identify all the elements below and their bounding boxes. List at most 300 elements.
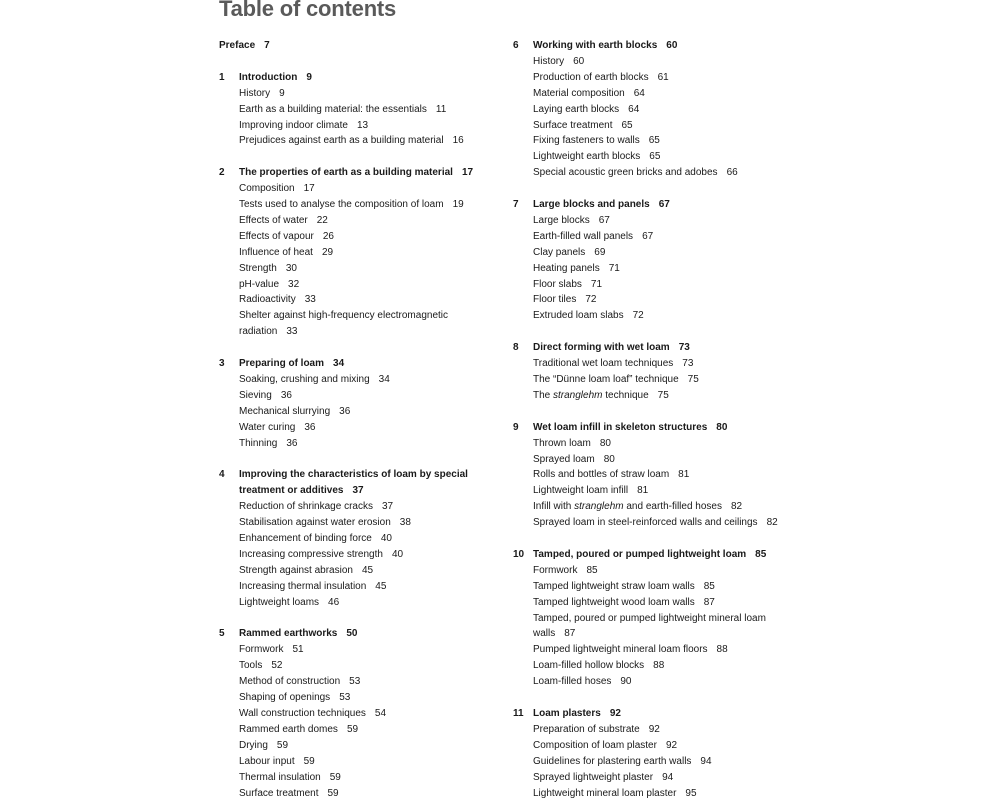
section-title: Tamped lightweight wood loam walls bbox=[533, 597, 695, 608]
section-page-number: 82 bbox=[767, 517, 778, 528]
section-title: Improving indoor climate bbox=[239, 120, 348, 131]
toc-section-entry[interactable] bbox=[239, 706, 499, 722]
toc-right-column bbox=[513, 38, 793, 801]
chapter-heading[interactable] bbox=[219, 626, 499, 642]
section-title: Heating panels bbox=[533, 263, 600, 274]
section-title: Method of construction bbox=[239, 676, 340, 687]
section-title: Strength bbox=[239, 263, 277, 274]
section-page-number: 59 bbox=[330, 772, 341, 783]
toc-section-entry[interactable] bbox=[533, 229, 793, 245]
section-title: Sprayed loam bbox=[533, 454, 595, 465]
toc-section-entry[interactable] bbox=[533, 70, 793, 86]
chapter-number: 2 bbox=[219, 165, 239, 181]
toc-section-entry[interactable] bbox=[533, 563, 793, 579]
toc-section-entry[interactable] bbox=[533, 499, 793, 515]
toc-section-entry[interactable] bbox=[239, 642, 499, 658]
section-page-number: 82 bbox=[731, 501, 742, 512]
toc-section-entry[interactable] bbox=[533, 133, 793, 149]
section-title: Increasing thermal insulation bbox=[239, 581, 366, 592]
section-title: Lightweight loam infill bbox=[533, 485, 628, 496]
toc-chapter bbox=[219, 70, 499, 150]
toc-chapter bbox=[219, 356, 499, 451]
section-title: Water curing bbox=[239, 422, 295, 433]
toc-section-entry[interactable] bbox=[239, 245, 499, 261]
toc-section-entry[interactable] bbox=[239, 420, 499, 436]
toc-section-entry[interactable] bbox=[533, 261, 793, 277]
chapter-number: 1 bbox=[219, 70, 239, 86]
chapter-title: Preparing of loam bbox=[239, 358, 324, 369]
section-page-number: 36 bbox=[304, 422, 315, 433]
section-page-number: 45 bbox=[375, 581, 386, 592]
toc-section-entry[interactable] bbox=[239, 674, 499, 690]
chapter-heading[interactable] bbox=[219, 165, 499, 181]
section-title: Traditional wet loam techniques bbox=[533, 358, 673, 369]
section-title: Effects of vapour bbox=[239, 231, 314, 242]
section-title: Tools bbox=[239, 660, 262, 671]
section-page-number: 51 bbox=[292, 644, 303, 655]
chapter-title-line bbox=[239, 70, 499, 86]
section-page-number: 80 bbox=[600, 438, 611, 449]
toc-section-entry[interactable] bbox=[533, 165, 793, 181]
chapter-page-number: 85 bbox=[755, 549, 766, 560]
toc-section-entry[interactable] bbox=[533, 372, 793, 388]
toc-section-entry[interactable] bbox=[533, 515, 793, 531]
toc-section-entry[interactable] bbox=[533, 102, 793, 118]
section-page-number: 46 bbox=[328, 597, 339, 608]
section-title: Guidelines for plastering earth walls bbox=[533, 756, 691, 767]
section-page-number: 40 bbox=[392, 549, 403, 560]
section-title: Special acoustic green bricks and adobes bbox=[533, 167, 718, 178]
section-page-number: 80 bbox=[604, 454, 615, 465]
section-page-number: 72 bbox=[585, 294, 596, 305]
section-title: Enhancement of binding force bbox=[239, 533, 372, 544]
chapter-heading[interactable] bbox=[219, 356, 499, 372]
section-page-number: 65 bbox=[649, 151, 660, 162]
section-page-number: 33 bbox=[286, 326, 297, 337]
chapter-title-line bbox=[533, 706, 793, 722]
toc-section-entry[interactable] bbox=[533, 118, 793, 134]
toc-section-entry[interactable] bbox=[239, 102, 499, 118]
toc-chapter bbox=[513, 38, 793, 181]
toc-chapter bbox=[219, 626, 499, 801]
toc-section-entry[interactable] bbox=[533, 86, 793, 102]
section-title: Drying bbox=[239, 740, 268, 751]
section-page-number: 90 bbox=[620, 676, 631, 687]
section-list bbox=[219, 181, 499, 340]
section-page-number: 38 bbox=[400, 517, 411, 528]
chapter-title-line bbox=[239, 356, 499, 372]
section-title: Preparation of substrate bbox=[533, 724, 640, 735]
section-title: Laying earth blocks bbox=[533, 104, 619, 115]
section-page-number: 67 bbox=[642, 231, 653, 242]
section-page-number: 59 bbox=[277, 740, 288, 751]
toc-section-entry[interactable] bbox=[533, 452, 793, 468]
left-chapter-list bbox=[219, 70, 499, 801]
chapter-page-number: 67 bbox=[659, 199, 670, 210]
section-page-number: 53 bbox=[349, 676, 360, 687]
section-page-number: 64 bbox=[628, 104, 639, 115]
toc-section-entry[interactable] bbox=[239, 786, 499, 801]
section-page-number: 11 bbox=[436, 104, 446, 115]
toc-section-entry[interactable] bbox=[533, 722, 793, 738]
section-title: Influence of heat bbox=[239, 247, 313, 258]
section-page-number: 65 bbox=[621, 120, 632, 131]
section-page-number: 22 bbox=[317, 215, 328, 226]
section-title: History bbox=[239, 88, 270, 99]
toc-section-entry[interactable] bbox=[239, 436, 499, 452]
section-page-number: 45 bbox=[362, 565, 373, 576]
section-page-number: 32 bbox=[288, 279, 299, 290]
section-title: Mechanical slurrying bbox=[239, 406, 330, 417]
section-title: Lightweight earth blocks bbox=[533, 151, 640, 162]
toc-section-entry[interactable] bbox=[239, 133, 499, 149]
section-title: Composition of loam plaster bbox=[533, 740, 657, 751]
toc-section-entry[interactable] bbox=[533, 54, 793, 70]
section-page-number: 81 bbox=[637, 485, 648, 496]
toc-chapter bbox=[219, 467, 499, 610]
toc-section-entry[interactable] bbox=[239, 563, 499, 579]
toc-section-entry[interactable] bbox=[533, 436, 793, 452]
toc-section-entry[interactable] bbox=[533, 674, 793, 690]
section-page-number: 9 bbox=[279, 88, 285, 99]
section-page-number: 69 bbox=[594, 247, 605, 258]
section-page-number: 54 bbox=[375, 708, 386, 719]
section-title: Increasing compressive strength bbox=[239, 549, 383, 560]
section-title: Large blocks bbox=[533, 215, 590, 226]
toc-chapter bbox=[513, 420, 793, 531]
section-title-prefix: The bbox=[533, 390, 553, 401]
chapter-page-number: 34 bbox=[333, 358, 344, 369]
section-page-number: 64 bbox=[634, 88, 645, 99]
section-title: Prejudices against earth as a building material bbox=[239, 135, 444, 146]
section-title: Radioactivity bbox=[239, 294, 296, 305]
section-list bbox=[219, 372, 499, 452]
chapter-title: The properties of earth as a building material bbox=[239, 167, 453, 178]
chapter-page-number: 37 bbox=[352, 485, 363, 496]
chapter-title: Large blocks and panels bbox=[533, 199, 650, 210]
section-title: pH-value bbox=[239, 279, 279, 290]
toc-section-entry[interactable] bbox=[239, 579, 499, 595]
toc-section-entry[interactable] bbox=[239, 547, 499, 563]
section-page-number: 73 bbox=[682, 358, 693, 369]
toc-section-entry[interactable] bbox=[533, 611, 793, 643]
section-title: Earth as a building material: the essentials bbox=[239, 104, 427, 115]
chapter-title: Working with earth blocks bbox=[533, 40, 657, 51]
toc-section-entry[interactable] bbox=[239, 181, 499, 197]
toc-section-entry[interactable] bbox=[533, 658, 793, 674]
section-list bbox=[513, 722, 793, 801]
section-page-number: 94 bbox=[700, 756, 711, 767]
toc-section-entry[interactable] bbox=[239, 388, 499, 404]
toc-section-entry[interactable] bbox=[239, 261, 499, 277]
section-list bbox=[513, 213, 793, 324]
section-page-number: 85 bbox=[704, 581, 715, 592]
section-page-number: 67 bbox=[599, 215, 610, 226]
section-page-number: 95 bbox=[685, 788, 696, 799]
toc-section-entry[interactable] bbox=[239, 229, 499, 245]
section-page-number: 66 bbox=[727, 167, 738, 178]
toc-section-entry[interactable] bbox=[239, 404, 499, 420]
section-page-number: 52 bbox=[271, 660, 282, 671]
toc-section-entry[interactable] bbox=[239, 738, 499, 754]
section-page-number: 71 bbox=[591, 279, 602, 290]
chapter-number: 11 bbox=[513, 706, 533, 722]
section-title: History bbox=[533, 56, 564, 67]
section-title-suffix: technique bbox=[602, 390, 648, 401]
toc-section-entry[interactable] bbox=[239, 499, 499, 515]
section-page-number: 75 bbox=[688, 374, 699, 385]
chapter-number: 3 bbox=[219, 356, 239, 372]
section-page-number: 60 bbox=[573, 56, 584, 67]
section-page-number: 59 bbox=[327, 788, 338, 799]
toc-section-entry[interactable] bbox=[239, 531, 499, 547]
toc-section-entry[interactable] bbox=[239, 213, 499, 229]
section-page-number: 36 bbox=[281, 390, 292, 401]
toc-section-entry[interactable] bbox=[239, 86, 499, 102]
right-chapter-list bbox=[513, 38, 793, 801]
section-page-number: 30 bbox=[286, 263, 297, 274]
chapter-heading[interactable] bbox=[513, 420, 793, 436]
chapter-title-line bbox=[239, 467, 499, 499]
toc-section-entry[interactable] bbox=[533, 595, 793, 611]
toc-section-entry[interactable] bbox=[239, 515, 499, 531]
toc-section-entry[interactable] bbox=[239, 372, 499, 388]
section-title: Extruded loam slabs bbox=[533, 310, 624, 321]
section-page-number: 81 bbox=[678, 469, 689, 480]
section-title-suffix: and earth-filled hoses bbox=[624, 501, 722, 512]
section-list bbox=[513, 356, 793, 404]
chapter-title-line bbox=[239, 165, 499, 181]
section-title: Material composition bbox=[533, 88, 625, 99]
toc-chapter bbox=[513, 340, 793, 404]
section-title: Sprayed loam in steel-reinforced walls and ceilings bbox=[533, 517, 758, 528]
section-page-number: 53 bbox=[339, 692, 350, 703]
section-page-number: 94 bbox=[662, 772, 673, 783]
section-title: Floor slabs bbox=[533, 279, 582, 290]
section-page-number: 71 bbox=[609, 263, 620, 274]
toc-chapter bbox=[219, 165, 499, 340]
toc-section-entry[interactable] bbox=[533, 754, 793, 770]
section-page-number: 36 bbox=[286, 438, 297, 449]
chapter-title-line bbox=[533, 340, 793, 356]
section-title: Lightweight mineral loam plaster bbox=[533, 788, 676, 799]
chapter-number: 8 bbox=[513, 340, 533, 356]
section-title: Floor tiles bbox=[533, 294, 576, 305]
section-page-number: 88 bbox=[717, 644, 728, 655]
section-page-number: 59 bbox=[304, 756, 315, 767]
section-page-number: 36 bbox=[339, 406, 350, 417]
toc-section-entry[interactable] bbox=[239, 658, 499, 674]
section-page-number: 65 bbox=[649, 135, 660, 146]
chapter-title-line bbox=[533, 38, 793, 54]
section-page-number: 59 bbox=[347, 724, 358, 735]
section-title: Sprayed lightweight plaster bbox=[533, 772, 653, 783]
section-list bbox=[513, 54, 793, 181]
section-title: Surface treatment bbox=[239, 788, 318, 799]
toc-section-entry[interactable] bbox=[533, 579, 793, 595]
section-title: Production of earth blocks bbox=[533, 72, 649, 83]
preface-label: Preface bbox=[219, 40, 255, 51]
section-title: Thrown loam bbox=[533, 438, 591, 449]
toc-section-entry[interactable] bbox=[239, 197, 499, 213]
section-title: Wall construction techniques bbox=[239, 708, 366, 719]
toc-section-entry[interactable] bbox=[239, 690, 499, 706]
chapter-number: 7 bbox=[513, 197, 533, 213]
chapter-page-number: 50 bbox=[346, 628, 357, 639]
section-title: Reduction of shrinkage cracks bbox=[239, 501, 373, 512]
toc-section-entry[interactable] bbox=[239, 722, 499, 738]
section-page-number: 85 bbox=[586, 565, 597, 576]
section-title: Tamped lightweight straw loam walls bbox=[533, 581, 695, 592]
chapter-title: Direct forming with wet loam bbox=[533, 342, 670, 353]
section-list bbox=[513, 563, 793, 690]
section-page-number: 33 bbox=[305, 294, 316, 305]
section-title: Rolls and bottles of straw loam bbox=[533, 469, 669, 480]
chapter-title: Improving the characteristics of loam by special treatment or additives bbox=[239, 469, 468, 496]
section-title: Formwork bbox=[239, 644, 283, 655]
section-list bbox=[219, 499, 499, 610]
toc-section-entry[interactable] bbox=[533, 467, 793, 483]
toc-section-entry[interactable] bbox=[533, 642, 793, 658]
section-page-number: 87 bbox=[704, 597, 715, 608]
chapter-title: Introduction bbox=[239, 72, 297, 83]
section-list bbox=[219, 86, 499, 150]
toc-chapter bbox=[513, 197, 793, 324]
toc-section-entry[interactable] bbox=[239, 277, 499, 293]
section-title: Tamped, poured or pumped lightweight mineral loam walls bbox=[533, 613, 766, 640]
chapter-title: Tamped, poured or pumped lightweight loam bbox=[533, 549, 746, 560]
toc-section-entry[interactable] bbox=[533, 356, 793, 372]
section-page-number: 19 bbox=[453, 199, 464, 210]
toc-section-entry[interactable] bbox=[239, 754, 499, 770]
toc-section-entry[interactable] bbox=[533, 308, 793, 324]
toc-section-entry[interactable] bbox=[533, 770, 793, 786]
chapter-heading[interactable] bbox=[513, 197, 793, 213]
chapter-page-number: 80 bbox=[716, 422, 727, 433]
toc-section-entry[interactable] bbox=[533, 483, 793, 499]
section-title: Labour input bbox=[239, 756, 295, 767]
section-title: Loam-filled hollow blocks bbox=[533, 660, 644, 671]
chapter-page-number: 92 bbox=[610, 708, 621, 719]
chapter-heading[interactable] bbox=[513, 340, 793, 356]
section-title: Surface treatment bbox=[533, 120, 612, 131]
chapter-number: 4 bbox=[219, 467, 239, 499]
page-title: Table of contents bbox=[219, 0, 396, 22]
chapter-number: 5 bbox=[219, 626, 239, 642]
section-page-number: 61 bbox=[658, 72, 669, 83]
toc-section-entry[interactable] bbox=[533, 149, 793, 165]
section-title: Thermal insulation bbox=[239, 772, 321, 783]
section-title: Strength against abrasion bbox=[239, 565, 353, 576]
toc-section-entry[interactable] bbox=[533, 738, 793, 754]
section-page-number: 13 bbox=[357, 120, 368, 131]
toc-section-entry[interactable] bbox=[533, 388, 793, 404]
section-page-number: 92 bbox=[666, 740, 677, 751]
section-title: Earth-filled wall panels bbox=[533, 231, 633, 242]
section-page-number: 29 bbox=[322, 247, 333, 258]
chapter-title-line bbox=[533, 197, 793, 213]
section-page-number: 37 bbox=[382, 501, 393, 512]
section-title: Shelter against high-frequency electromagnetic radiation bbox=[239, 310, 448, 337]
section-title: Rammed earth domes bbox=[239, 724, 338, 735]
section-title: Composition bbox=[239, 183, 295, 194]
toc-left-column bbox=[219, 38, 499, 801]
toc-section-entry[interactable] bbox=[239, 118, 499, 134]
section-page-number: 17 bbox=[304, 183, 315, 194]
toc-section-entry[interactable] bbox=[533, 213, 793, 229]
chapter-title-line bbox=[533, 547, 793, 563]
section-page-number: 40 bbox=[381, 533, 392, 544]
section-title-emphasis: stranglehm bbox=[553, 390, 602, 401]
section-title: Thinning bbox=[239, 438, 277, 449]
section-title: The “Dünne loam loaf” technique bbox=[533, 374, 679, 385]
chapter-number: 9 bbox=[513, 420, 533, 436]
chapter-title: Rammed earthworks bbox=[239, 628, 337, 639]
chapter-number: 10 bbox=[513, 547, 533, 563]
section-page-number: 92 bbox=[649, 724, 660, 735]
section-title-prefix: Infill with bbox=[533, 501, 574, 512]
section-title: Soaking, crushing and mixing bbox=[239, 374, 370, 385]
section-title: Formwork bbox=[533, 565, 577, 576]
toc-section-entry[interactable] bbox=[533, 277, 793, 293]
section-page-number: 16 bbox=[453, 135, 464, 146]
toc-section-entry[interactable] bbox=[239, 292, 499, 308]
chapter-page-number: 17 bbox=[462, 167, 473, 178]
section-title: Fixing fasteners to walls bbox=[533, 135, 640, 146]
toc-chapter bbox=[513, 547, 793, 690]
chapter-heading[interactable] bbox=[513, 706, 793, 722]
section-title: Clay panels bbox=[533, 247, 585, 258]
section-title: Stabilisation against water erosion bbox=[239, 517, 391, 528]
chapter-page-number: 73 bbox=[679, 342, 690, 353]
section-title: Pumped lightweight mineral loam floors bbox=[533, 644, 708, 655]
toc-section-entry[interactable] bbox=[533, 786, 793, 801]
chapter-heading[interactable] bbox=[219, 467, 499, 499]
chapter-number: 6 bbox=[513, 38, 533, 54]
section-page-number: 87 bbox=[564, 628, 575, 639]
chapter-title: Loam plasters bbox=[533, 708, 601, 719]
section-list bbox=[513, 436, 793, 531]
chapter-title: Wet loam infill in skeleton structures bbox=[533, 422, 707, 433]
toc-section-entry[interactable] bbox=[533, 245, 793, 261]
chapter-title-line bbox=[533, 420, 793, 436]
chapter-heading[interactable] bbox=[513, 547, 793, 563]
chapter-title-line bbox=[239, 626, 499, 642]
section-page-number: 26 bbox=[323, 231, 334, 242]
section-title: Sieving bbox=[239, 390, 272, 401]
preface-page-number: 7 bbox=[264, 40, 270, 51]
section-list bbox=[219, 642, 499, 801]
chapter-page-number: 9 bbox=[306, 72, 312, 83]
section-title: Tests used to analyse the composition of loam bbox=[239, 199, 444, 210]
chapter-heading[interactable] bbox=[513, 38, 793, 54]
toc-section-entry[interactable] bbox=[239, 770, 499, 786]
toc-section-entry[interactable] bbox=[239, 595, 499, 611]
toc-chapter bbox=[513, 706, 793, 801]
section-title: Lightweight loams bbox=[239, 597, 319, 608]
section-page-number: 72 bbox=[633, 310, 644, 321]
chapter-heading[interactable] bbox=[219, 70, 499, 86]
section-page-number: 34 bbox=[379, 374, 390, 385]
section-title: Shaping of openings bbox=[239, 692, 330, 703]
toc-section-entry[interactable] bbox=[239, 308, 499, 340]
toc-preface-entry[interactable] bbox=[219, 38, 499, 54]
toc-section-entry[interactable] bbox=[533, 292, 793, 308]
chapter-page-number: 60 bbox=[666, 40, 677, 51]
section-title: Loam-filled hoses bbox=[533, 676, 611, 687]
section-page-number: 75 bbox=[658, 390, 669, 401]
section-title: Effects of water bbox=[239, 215, 308, 226]
